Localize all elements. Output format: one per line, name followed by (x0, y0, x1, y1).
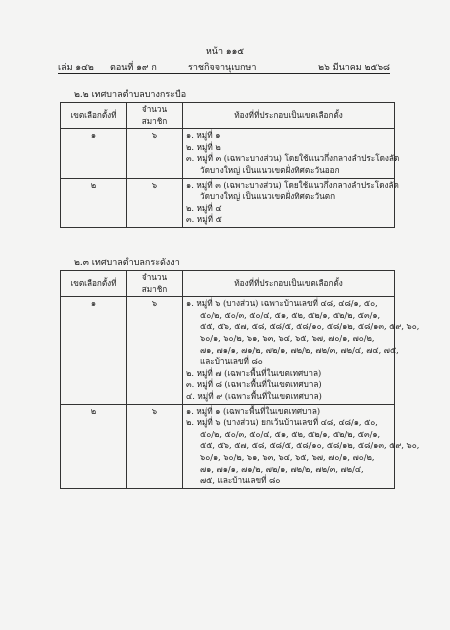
area-line: และบ้านเลขที่ ๘๐ (200, 356, 263, 367)
area-line: ๓. หมู่ที่ ๘ (เฉพาะพื้นที่ในเขตเทศบาล) (186, 379, 322, 390)
table-header-row (61, 103, 395, 129)
area-line: ๑. หมู่ที่ ๑ (เฉพาะพื้นที่ในเขตเทศบาล) (186, 405, 321, 416)
column-header: ท้องที่ที่ประกอบเป็นเขตเลือกตั้ง (183, 103, 395, 129)
area-list (183, 129, 400, 178)
column-header: เขตเลือกตั้งที่ (61, 103, 127, 129)
area-list (183, 178, 399, 227)
zone-number: ๑ (61, 297, 127, 404)
area-line: ๒. หมู่ที่ ๗ (เฉพาะพื้นที่ในเขตเทศบาล) (186, 367, 322, 378)
area-line: ๑. หมู่ที่ ๓ (เฉพาะบางส่วน) โดยใช้แนวกึ่งกลางลำประโดงลัด (186, 179, 399, 190)
column-header: จำนวนสมาชิก (127, 271, 183, 297)
member-count: ๖ (127, 129, 183, 178)
page-number: หน้า ๑๑๕ (205, 47, 245, 57)
area-line: ๕๕, ๕๖, ๕๗, ๕๘, ๕๘/๕, ๕๘/๑๐, ๕๘/๑๒, ๕๘/๑๓, ๕๙, ๖๐, (200, 321, 420, 332)
section-22-title: ๒.๒ เทศบาลตำบลบางกระบือ (74, 90, 187, 100)
member-count: ๖ (127, 178, 183, 227)
area-line: ๕๐/๒, ๕๐/๓, ๕๐/๔, ๕๑, ๕๒, ๕๒/๑, ๕๒/๒, ๕๓/๑, (200, 428, 381, 439)
area-line: วัดบางใหญ่ เป็นแนวเขตฝั่งทิศตะวันออก (200, 164, 340, 175)
table-row (61, 178, 395, 227)
section-22-table (60, 102, 400, 228)
header-divider (58, 73, 390, 74)
area-line: ๒. หมู่ที่ ๔ (186, 202, 222, 213)
table-row (61, 404, 395, 488)
area-line: ๖๐/๑, ๖๐/๒, ๖๑, ๖๓, ๖๔, ๖๕, ๖๗, ๗๐/๑, ๗๐/๒, (200, 332, 375, 343)
area-list (183, 297, 420, 404)
publication-name: ราชกิจจานุเบกษา (188, 63, 257, 73)
area-line: ๕๐/๒, ๕๐/๓, ๕๐/๔, ๕๑, ๕๒, ๕๒/๑, ๕๒/๒, ๕๓/๑, (200, 309, 381, 320)
section-23-table (60, 270, 420, 489)
area-line: ๖๐/๑, ๖๐/๒, ๖๑, ๖๓, ๖๔, ๖๕, ๖๗, ๗๐/๑, ๗๐/๒, (200, 451, 375, 462)
section-label: ตอนที่ ๑๙ ก (110, 63, 157, 73)
zone-number: ๑ (61, 129, 127, 178)
area-line: ๒. หมู่ที่ ๖ (บางส่วน) ยกเว้นบ้านเลขที่ ๔๘, ๔๘/๑, ๕๐, (186, 417, 378, 428)
area-line: ๑. หมู่ที่ ๑ (186, 130, 221, 141)
area-line: ๗๑, ๗๑/๑, ๗๑/๒, ๗๒/๑, ๗๒/๒, ๗๒/๓, ๗๒/๔, (200, 463, 364, 474)
publication-date: ๒๖ มีนาคม ๒๕๖๘ (318, 63, 390, 73)
area-line: ๓. หมู่ที่ ๕ (186, 214, 222, 225)
zone-number: ๒ (61, 404, 127, 488)
table-row (61, 129, 395, 178)
column-header: จำนวนสมาชิก (127, 103, 183, 129)
table-row (61, 297, 395, 404)
table-header-row (61, 271, 395, 297)
column-header: ท้องที่ที่ประกอบเป็นเขตเลือกตั้ง (183, 271, 395, 297)
zone-number: ๒ (61, 178, 127, 227)
area-line: วัดบางใหญ่ เป็นแนวเขตฝั่งทิศตะวันตก (200, 191, 336, 202)
column-header: เขตเลือกตั้งที่ (61, 271, 127, 297)
volume-label: เล่ม ๑๔๒ (58, 63, 94, 73)
area-line: ๓. หมู่ที่ ๓ (เฉพาะบางส่วน) โดยใช้แนวกึ่งกลางลำประโดงลัด (186, 153, 400, 164)
area-line: ๗๑, ๗๑/๑, ๗๑/๒, ๗๒/๑, ๗๒/๒, ๗๒/๓, ๗๒/๔, ๗๔, ๗๕, (200, 344, 399, 355)
area-list (183, 404, 420, 488)
area-line: ๒. หมู่ที่ ๒ (186, 141, 221, 152)
area-line: ๑. หมู่ที่ ๖ (บางส่วน) เฉพาะบ้านเลขที่ ๔๘, ๔๘/๑, ๕๐, (186, 298, 378, 309)
area-line: ๔. หมู่ที่ ๙ (เฉพาะพื้นที่ในเขตเทศบาล) (186, 390, 322, 401)
member-count: ๖ (127, 404, 183, 488)
section-23-title: ๒.๓ เทศบาลตำบลกระดังงา (74, 258, 180, 268)
area-line: ๗๕, และบ้านเลขที่ ๘๐ (200, 475, 281, 486)
area-line: ๕๕, ๕๖, ๕๗, ๕๘, ๕๘/๕, ๕๘/๑๐, ๕๘/๑๒, ๕๘/๑๓, ๕๙, ๖๐, (200, 440, 420, 451)
member-count: ๖ (127, 297, 183, 404)
